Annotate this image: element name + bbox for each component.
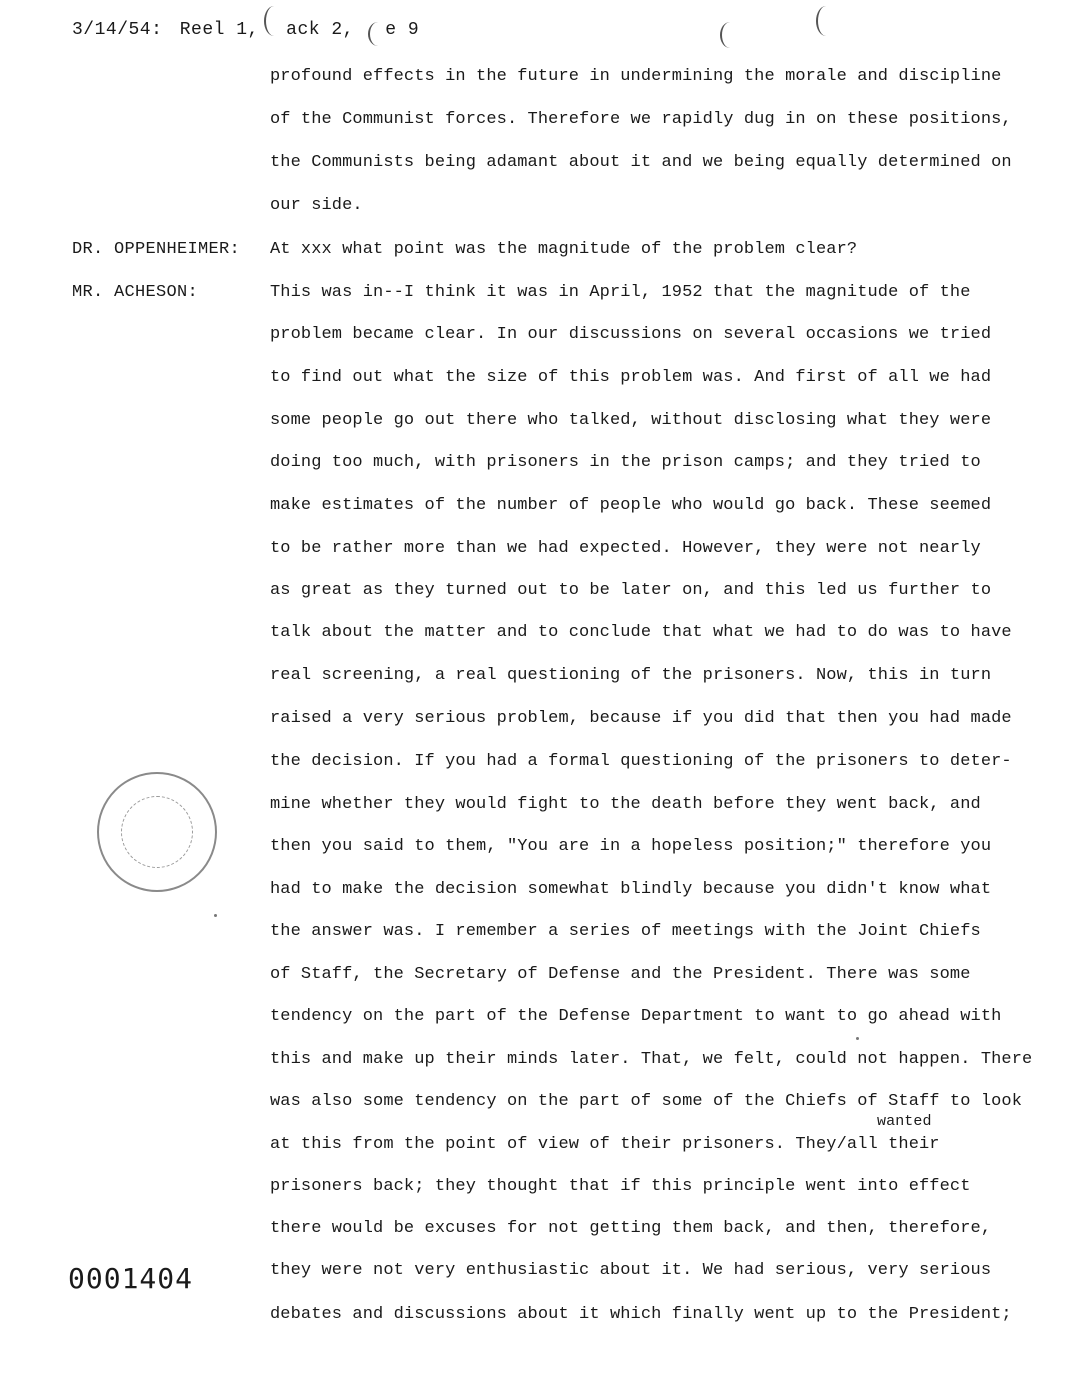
text-line: problem became clear. In our discussions on several occasions we tried <box>270 325 992 344</box>
paper-speck <box>856 1037 859 1040</box>
text-line: there would be excuses for not getting them back, and then, therefore, <box>270 1219 992 1238</box>
text-line: make estimates of the number of people who would go back. These seemed <box>270 496 992 515</box>
punch-hole-mark <box>264 6 284 36</box>
text-line: to be rather more than we had expected. However, they were not nearly <box>270 539 981 558</box>
text-line: tendency on the part of the Defense Department to want to go ahead with <box>270 1007 1002 1026</box>
text-line: some people go out there who talked, without disclosing what they were <box>270 411 992 430</box>
speaker-label-oppenheimer: DR. OPPENHEIMER: <box>72 240 241 259</box>
header-track: ack 2, <box>286 20 354 40</box>
text-line: had to make the decision somewhat blindly because you didn't know what <box>270 880 992 899</box>
speaker-label-acheson: MR. ACHESON: <box>72 283 199 302</box>
paper-speck <box>214 914 217 917</box>
text-line: mine whether they would fight to the death before they went back, and <box>270 795 981 814</box>
text-line: this and make up their minds later. That, we felt, could not happen. There <box>270 1050 1033 1069</box>
text-line: talk about the matter and to conclude that what we had to do was to have <box>270 623 1012 642</box>
punch-hole-mark <box>720 22 740 48</box>
text-line: doing too much, with prisoners in the prison camps; and they tried to <box>270 453 981 472</box>
text-line: This was in--I think it was in April, 1952 that the magnitude of the <box>270 283 971 302</box>
text-line: to find out what the size of this problem was. And first of all we had <box>270 368 992 387</box>
text-line: of the Communist forces. Therefore we rapidly dug in on these positions, <box>270 110 1012 129</box>
text-line: raised a very serious problem, because if you did that then you had made <box>270 709 1012 728</box>
header-reel: Reel 1, <box>179 20 259 40</box>
text-line: was also some tendency on the part of some of the Chiefs of Staff to look <box>270 1092 1023 1111</box>
text-line: At xxx what point was the magnitude of the problem clear? <box>270 240 858 259</box>
text-line: the answer was. I remember a series of meetings with the Joint Chiefs <box>270 922 981 941</box>
text-line: debates and discussions about it which finally went up to the President; <box>270 1305 1012 1324</box>
text-line: prisoners back; they thought that if this principle went into effect <box>270 1177 971 1196</box>
header-date: 3/14/54: <box>72 20 163 40</box>
text-line: at this from the point of view of their prisoners. They/all their <box>270 1135 940 1154</box>
text-line: our side. <box>270 196 363 215</box>
text-line: then you said to them, "You are in a hopeless position;" therefore you <box>270 837 992 856</box>
text-line: as great as they turned out to be later on, and this led us further to <box>270 581 992 600</box>
punch-hole-mark <box>368 22 388 46</box>
header-page: e 9 <box>385 20 420 40</box>
archive-stamp <box>97 772 217 892</box>
text-line: the Communists being adamant about it and we being equally determined on <box>270 153 1012 172</box>
document-number: 0001404 <box>68 1262 194 1295</box>
archive-stamp-inner <box>121 796 193 868</box>
text-line: profound effects in the future in undermining the morale and discipline <box>270 67 1002 86</box>
text-line: real screening, a real questioning of the prisoners. Now, this in turn <box>270 666 992 685</box>
text-line: the decision. If you had a formal questioning of the prisoners to deter- <box>270 752 1012 771</box>
text-line: they were not very enthusiastic about it. We had serious, very serious <box>270 1261 992 1280</box>
punch-hole-mark <box>816 6 836 36</box>
interlinear-insertion: wanted <box>877 1113 932 1130</box>
text-line: of Staff, the Secretary of Defense and the President. There was some <box>270 965 971 984</box>
